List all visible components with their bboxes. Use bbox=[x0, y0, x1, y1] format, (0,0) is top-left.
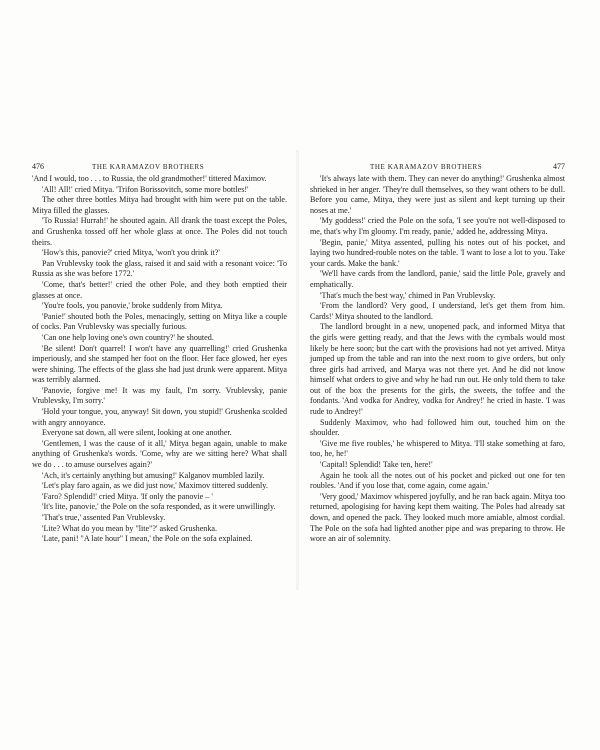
paragraph: Again he took all the notes out of his pocket and picked out one for ten roubles. 'And if you lose that, come again, come again.' bbox=[310, 470, 565, 491]
paragraph: 'And I would, too . . . to Russia, the old grandmother!' tittered Maximov. bbox=[32, 174, 267, 183]
running-head-left: THE KARAMAZOV BROTHERS bbox=[92, 163, 205, 171]
paragraph: Pan Vrublevsky took the glass, raised it and said with a resonant voice: 'To Russia as she was before 1772.' bbox=[32, 258, 287, 279]
paragraph: Suddenly Maximov, who had followed him out, touched him on the shoulder. bbox=[310, 417, 565, 438]
paragraph: 'That's much the best way,' chimed in Pan Vrublevsky. bbox=[320, 290, 496, 300]
left-page-header bbox=[32, 162, 287, 173]
book-gutter bbox=[296, 150, 299, 590]
page-number-right: 477 bbox=[553, 162, 565, 171]
paragraph: 'My goddess!' cried the Pole on the sofa, 'I see you're not well-disposed to me, that's why I'm gloomy. I'm ready, panie,' added he, addressing Mitya. bbox=[310, 216, 565, 236]
paragraph: 'Begin, panie,' Mitya assented, pulling his notes out of his pocket, and laying two hundred-rouble notes on the table. 'I want to lose a lot to you. Take your cards. Make the bank.' bbox=[310, 237, 565, 268]
paragraph: 'Ach, it's certainly anything but amusing!' Kalganov mumbled lazily. bbox=[42, 470, 265, 480]
paragraph: 'All! All!' cried Mitya. 'Trifon Borissovitch, some more bottles!' bbox=[42, 184, 249, 194]
paragraph: The other three bottles Mitya had brought with him were put on the table. Mitya filled the glasses. bbox=[32, 195, 287, 215]
paragraph: 'Hold your tongue, you, anyway! Sit down, you stupid!' Grushenka scolded with angry annoyance. bbox=[32, 407, 287, 427]
paragraph: 'You're fools, you panovie,' broke suddenly from Mitya. bbox=[42, 301, 223, 311]
paragraph: 'Panie!' shouted both the Poles, menacingly, setting on Mitya like a couple of cocks. Pan Vrublevsky was specially furious. bbox=[32, 311, 287, 332]
left-page-text bbox=[32, 174, 287, 545]
paragraph: Everyone sat down, all were silent, looking at one another. bbox=[42, 428, 232, 438]
paragraph: 'We'll have cards from the landlord, panie,' said the little Pole, gravely and emphatically. bbox=[310, 269, 565, 289]
paragraph: 'Panovie, forgive me! It was my fault, I'm sorry. Vrublevsky, panie Vrublevsky, I'm sorry.' bbox=[32, 385, 287, 406]
paragraph: 'Very good,' Maximov whispered joyfully, and he ran back again. Mitya too returned, apologising for having kept them waiting. The Poles had already sat down, and opened the pack. They looked much more amiable, almost cordial. The Pole on the sofa had lighted another pipe and was preparing to throw. He wore an air of solemnity. bbox=[310, 491, 565, 544]
paragraph: 'It's lite, panovie,' the Pole on the sofa responded, as it were unwillingly. bbox=[42, 502, 276, 512]
right-page-header bbox=[310, 162, 565, 173]
page-number-left: 476 bbox=[32, 162, 44, 171]
paragraph: 'To Russia! Hurrah!' he shouted again. All drank the toast except the Poles, and Grushenka tossed off her whole glass at once. The Poles did not touch theirs. bbox=[32, 216, 287, 247]
paragraph: 'Lite? What do you mean by "lite"?' asked Grushenka. bbox=[42, 523, 218, 533]
paragraph: 'Can one help loving one's own country?' he shouted. bbox=[42, 332, 214, 342]
paragraph: 'Late, pani! "A late hour" I mean,' the Pole on the sofa explained. bbox=[42, 534, 253, 544]
paragraph: 'From the landlord? Very good, I understand, let's get them from him. Cards!' Mitya shouted to the landlord. bbox=[310, 301, 565, 321]
paragraph: 'Be silent! Don't quarrel! I won't have any quarrelling!' cried Grushenka imperiously, and she stamped her foot on the floor. Her face glowed, her eyes were shining. The effects of the glass she had just drunk were apparent. Mitya was terribly alarmed. bbox=[32, 343, 287, 385]
left-page bbox=[32, 162, 287, 545]
paragraph: 'That's true,' assented Pan Vrublevsky. bbox=[42, 513, 166, 522]
paragraph: 'Let's play faro again, as we did just now,' Maximov tittered suddenly. bbox=[42, 481, 268, 491]
paragraph: 'Capital! Splendid! Take ten, here!' bbox=[320, 460, 433, 470]
running-head-right: THE KARAMAZOV BROTHERS bbox=[370, 163, 483, 171]
right-page bbox=[310, 162, 565, 545]
paragraph: 'Give me five roubles,' he whispered to Mitya. 'I'll stake something at faro, too, he, he!' bbox=[310, 438, 565, 459]
paragraph: 'How's this, panovie?' cried Mitya, 'won't you drink it?' bbox=[42, 248, 220, 258]
paragraph: The landlord brought in a new, unopened pack, and informed Mitya that the girls were getting ready, and that the Jews with the cymbals would most likely be here soon; but the cart with the provisions had not yet arrived. Mitya jumped up from the table and ran into the next room to give orders, but only three girls had arrived, and Marya was not there yet. And he did not know himself what orders to give and why he had run out. He only told them to take out of the box the presents for the girls, the sweets, the toffee and the fondants. 'And vodka for Andrey, vodka for Andrey!' he cried in haste. 'I was rude to Andrey!' bbox=[310, 322, 565, 417]
right-page-text bbox=[310, 174, 565, 545]
paragraph: 'It's always late with them. They can never do anything!' Grushenka almost shrieked in her anger. 'They're dull themselves, so they want others to be dull. Before you came, Mitya, they were just as silent and kept turning up their noses at me.' bbox=[310, 174, 565, 215]
paragraph: 'Gentlemen, I was the cause of it all,' Mitya began again, unable to make anything of Grushenka's words. 'Come, why are we sitting here? What shall we do . . . to amuse ourselves again?' bbox=[32, 438, 287, 470]
paragraph: 'Faro? Splendid!' cried Mitya. 'If only the panovie – ' bbox=[42, 491, 213, 501]
paragraph: 'Come, that's better!' cried the other Pole, and they both emptied their glasses at once. bbox=[32, 279, 287, 300]
